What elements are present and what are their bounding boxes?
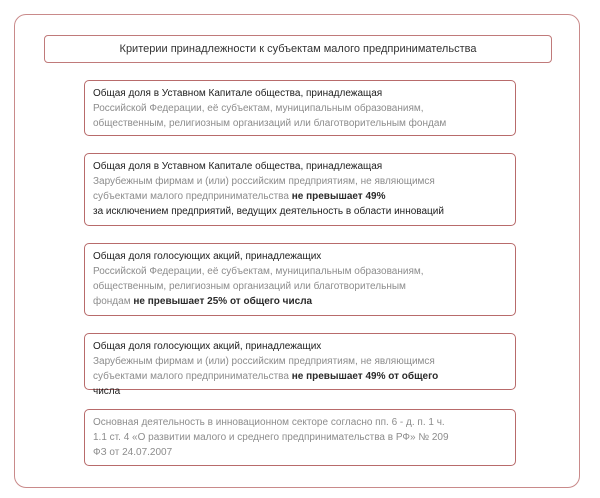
criteria-box-2-line-1: Зарубежным фирмам и (или) российским предприятиям, не являющимся (93, 176, 435, 187)
criteria-box-3-head: Общая доля голосующих акций, принадлежащих (93, 251, 322, 262)
criteria-box-3-line-3-text: фондам (93, 296, 131, 307)
criteria-box-5-line-2: 1.1 ст. 4 «О развитии малого и среднего предпринимательства в РФ» № 209 (93, 432, 449, 443)
criteria-box-5-line-1: Основная деятельность в инновационном секторе согласно пп. 6 - д. п. 1 ч. (93, 417, 445, 428)
criteria-box-4-line-2-text: субъектами малого предпринимательства (93, 371, 289, 382)
diagram-title: Критерии принадлежности к субъектам малого предпринимательства (44, 35, 552, 63)
criteria-box-4-tail: числа (93, 386, 121, 397)
criteria-box-3-limit: не превышает 25% от общего числа (130, 296, 313, 307)
criteria-box-2-line-2 (93, 189, 507, 204)
criteria-box-3-line-2: общественным, религиозным организаций или благотворительным (93, 281, 406, 292)
criteria-box-2-tail: за исключением предприятий, ведущих деятельность в области инноваций (93, 206, 444, 217)
criteria-box-1-line-2: общественным, религиозным организаций или благотворительным фондам (93, 118, 447, 129)
criteria-box-2-head: Общая доля в Уставном Капитале общества, принадлежащая (93, 161, 383, 172)
criteria-box-5-line-3: ФЗ от 24.07.2007 (93, 447, 173, 458)
criteria-box-4 (84, 333, 516, 397)
criteria-box-3-line-1: Российской Федерации, её субъектам, муниципальным образованиям, (93, 266, 424, 277)
criteria-box-5 (84, 409, 516, 466)
criteria-box-3 (84, 243, 516, 316)
criteria-box-4-line-1: Зарубежным фирмам и (или) российским предприятиям, не являющимся (93, 356, 435, 367)
criteria-box-4-line-2 (93, 369, 507, 384)
criteria-box-3-line-3 (93, 294, 507, 309)
criteria-box-4-limit: не превышает 49% от общего (288, 371, 439, 382)
criteria-box-2 (84, 153, 516, 226)
criteria-box-2-line-2-text: субъектами малого предпринимательства (93, 191, 289, 202)
criteria-box-1 (84, 80, 516, 136)
criteria-box-4-head: Общая доля голосующих акций, принадлежащих (93, 341, 322, 352)
criteria-box-2-limit: не превышает 49% (288, 191, 386, 202)
criteria-box-1-line-1: Российской Федерации, её субъектам, муниципальным образованиям, (93, 103, 424, 114)
criteria-box-1-head: Общая доля в Уставном Капитале общества, принадлежащая (93, 88, 383, 99)
